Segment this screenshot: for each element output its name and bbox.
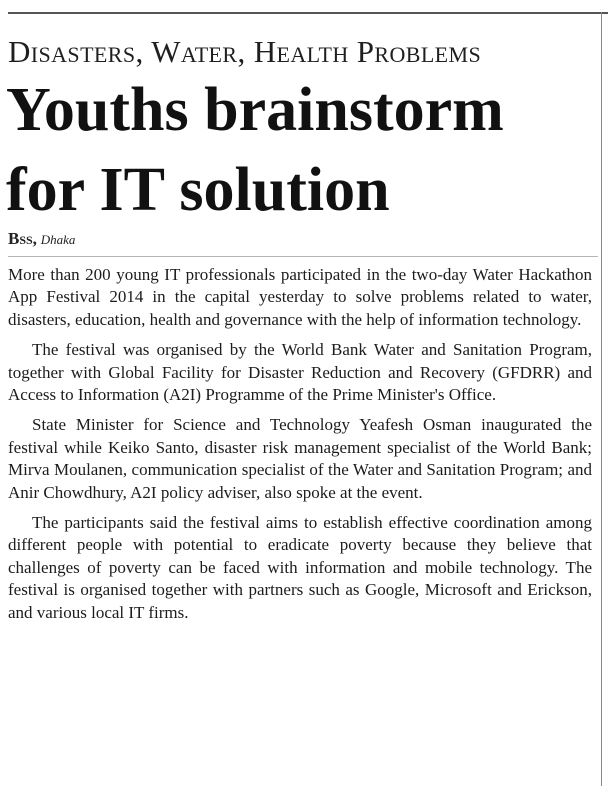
paragraph-1: More than 200 young IT professionals participated in the two-day Water Hackathon App Festival 2014 in the capital yesterday to solve problems related to water, disasters, education, health and governance with the help of information technology. [8, 265, 592, 329]
paragraph-2: The festival was organised by the World Bank Water and Sanitation Program, together with Global Facility for Disaster Reduction and Recovery (GFDRR) and Access to Information (A2I) Programme of the Prime Minister's Office. [8, 340, 592, 405]
kicker: Disasters, Water, Health Problems [8, 34, 482, 69]
paragraph-3: State Minister for Science and Technology Yeafesh Osman inaugurated the festival while Keiko Santo, disaster risk management specialist of the World Bank; Mirva Moulanen, communication specialist of the Water and Sanitation Program; and Anir Chowdhury, A2I policy adviser, also spoke at the event. [8, 415, 592, 502]
column-rule [601, 12, 602, 786]
headline-line-1: Youths brainstorm [6, 76, 504, 144]
byline-agency: Bss, [8, 229, 37, 248]
headline [6, 70, 601, 230]
article-body [8, 264, 592, 632]
byline-divider [8, 256, 598, 257]
byline [8, 228, 75, 251]
headline-line-2: for IT solution [6, 156, 390, 224]
paragraph-4: The participants said the festival aims to establish effective coordination among different people with potential to eradicate poverty because they believe that challenges of poverty can be faced with information and mobile technology. The festival is organised together with partners such as Google, Microsoft and Erickson, and various local IT firms. [8, 513, 592, 622]
byline-place: Dhaka [40, 232, 76, 247]
top-rule [8, 12, 608, 14]
